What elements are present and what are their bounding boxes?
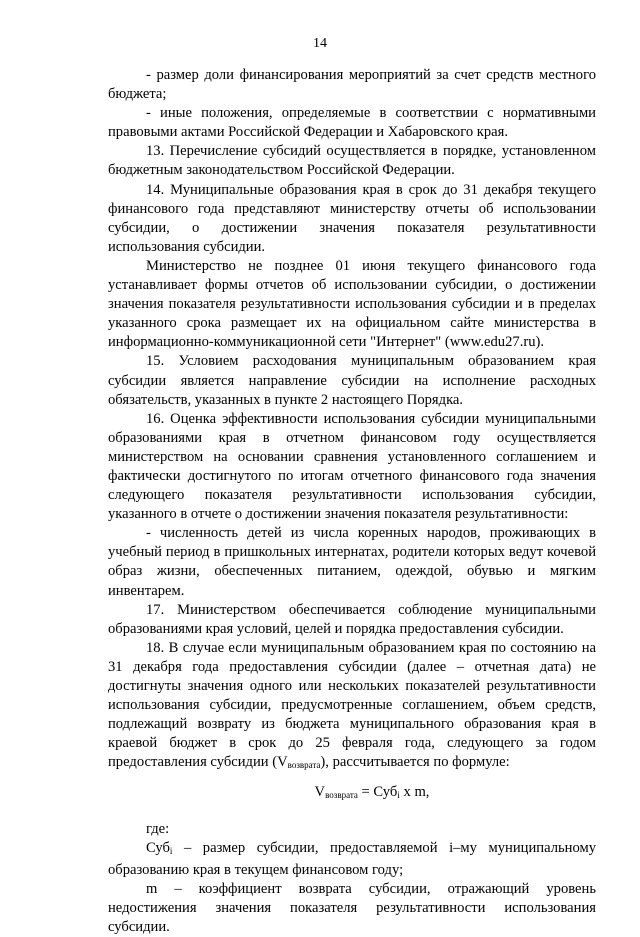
formula-rhs-subscript: i <box>397 790 400 801</box>
document-body <box>108 66 596 937</box>
paragraph: - размер доли финансирования мероприятий за счет средств местного бюджета; <box>108 67 596 103</box>
paragraph: 15. Условием расходования муниципальным образованием края субсидии является направление субсидии на исполнение расходных обязательств, указанных в пункте 2 настоящего Порядка. <box>108 353 596 408</box>
formula-v-subscript: возврата <box>325 790 358 801</box>
page-number: 14 <box>313 36 327 51</box>
definition-term: Суб <box>146 839 170 856</box>
formula-rhs-tail: x m, <box>399 784 430 801</box>
paragraph: Министерство не позднее 01 июня текущего финансового года устанавливает формы отчетов об использовании субсидии, о достижении значения показателя результативности использования субсидии и в пределах указанного срока размещает их на официальном сайте министерства в информационно-коммуникационной сети "Интернет" (www.edu27.ru). <box>108 257 596 351</box>
paragraph: 17. Министерством обеспечивается соблюдение муниципальными образованиями края условий, целей и порядка предоставления субсидии. <box>108 601 596 637</box>
definition-term: m <box>146 880 158 897</box>
paragraph-18-text: 18. В случае если муниципальным образованием края по состоянию на 31 декабря года предоставления субсидии (далее – отчетная дата) не достигнуты значения одного или нескольких показателей результативности использования субсидии, предусмотренные соглашением, объем средств, подлежащий возврату из бюджета муниципального образования края в краевой бюджет в срок до 25 февраля года, следующего за годом предоставления субсидии (V <box>108 639 596 771</box>
paragraph: - численность детей из числа коренных народов, проживающих в учебный период в пришкольных интернатах, родители которых ведут кочевой образ жизни, обеспеченных питанием, одеждой, обувью и мягким инвентарем. <box>108 525 596 599</box>
paragraph-18 <box>108 639 596 776</box>
v-return-subscript: возврата <box>287 760 321 771</box>
definition-term-subscript: i <box>169 845 173 856</box>
definition-text: – коэффициент возврата субсидии, отражающий уровень недостижения значения показателя результативности использования субсидии. <box>108 880 596 936</box>
paragraph: 14. Муниципальные образования края в срок до 31 декабря текущего финансового года представляют министерству отчеты об использовании субсидии, о достижении значения показателя результативности использования субсидии. <box>108 181 596 255</box>
paragraph: 13. Перечисление субсидий осуществляется в порядке, установленном бюджетным законодательством Российской Федерации. <box>108 143 596 179</box>
formula-rhs: = Суб <box>357 784 398 801</box>
paragraph-18-tail: ), рассчитывается по формуле: <box>320 754 510 771</box>
definition-sub-i <box>108 839 596 880</box>
where-label: где: <box>146 820 170 837</box>
formula <box>108 783 596 805</box>
paragraph: - иные положения, определяемые в соответствии с нормативными правовыми актами Российской Федерации и Хабаровского края. <box>108 105 596 141</box>
definition-m <box>108 880 596 937</box>
formula-v: V <box>314 784 326 801</box>
paragraph: 16. Оценка эффективности использования субсидии муниципальными образованиями края в отчетном финансовом году осуществляется министерством на основании сравнения установленного соглашением и фактически достигнутого по итогам отчетного финансового года значения следующего показателя результативности использования субсидии, указанного в отчете о достижении значения показателя результативности: <box>108 410 596 523</box>
definition-text: – размер субсидии, предоставляемой i–му муниципальному образованию края в текущем финансовом году; <box>108 839 596 878</box>
